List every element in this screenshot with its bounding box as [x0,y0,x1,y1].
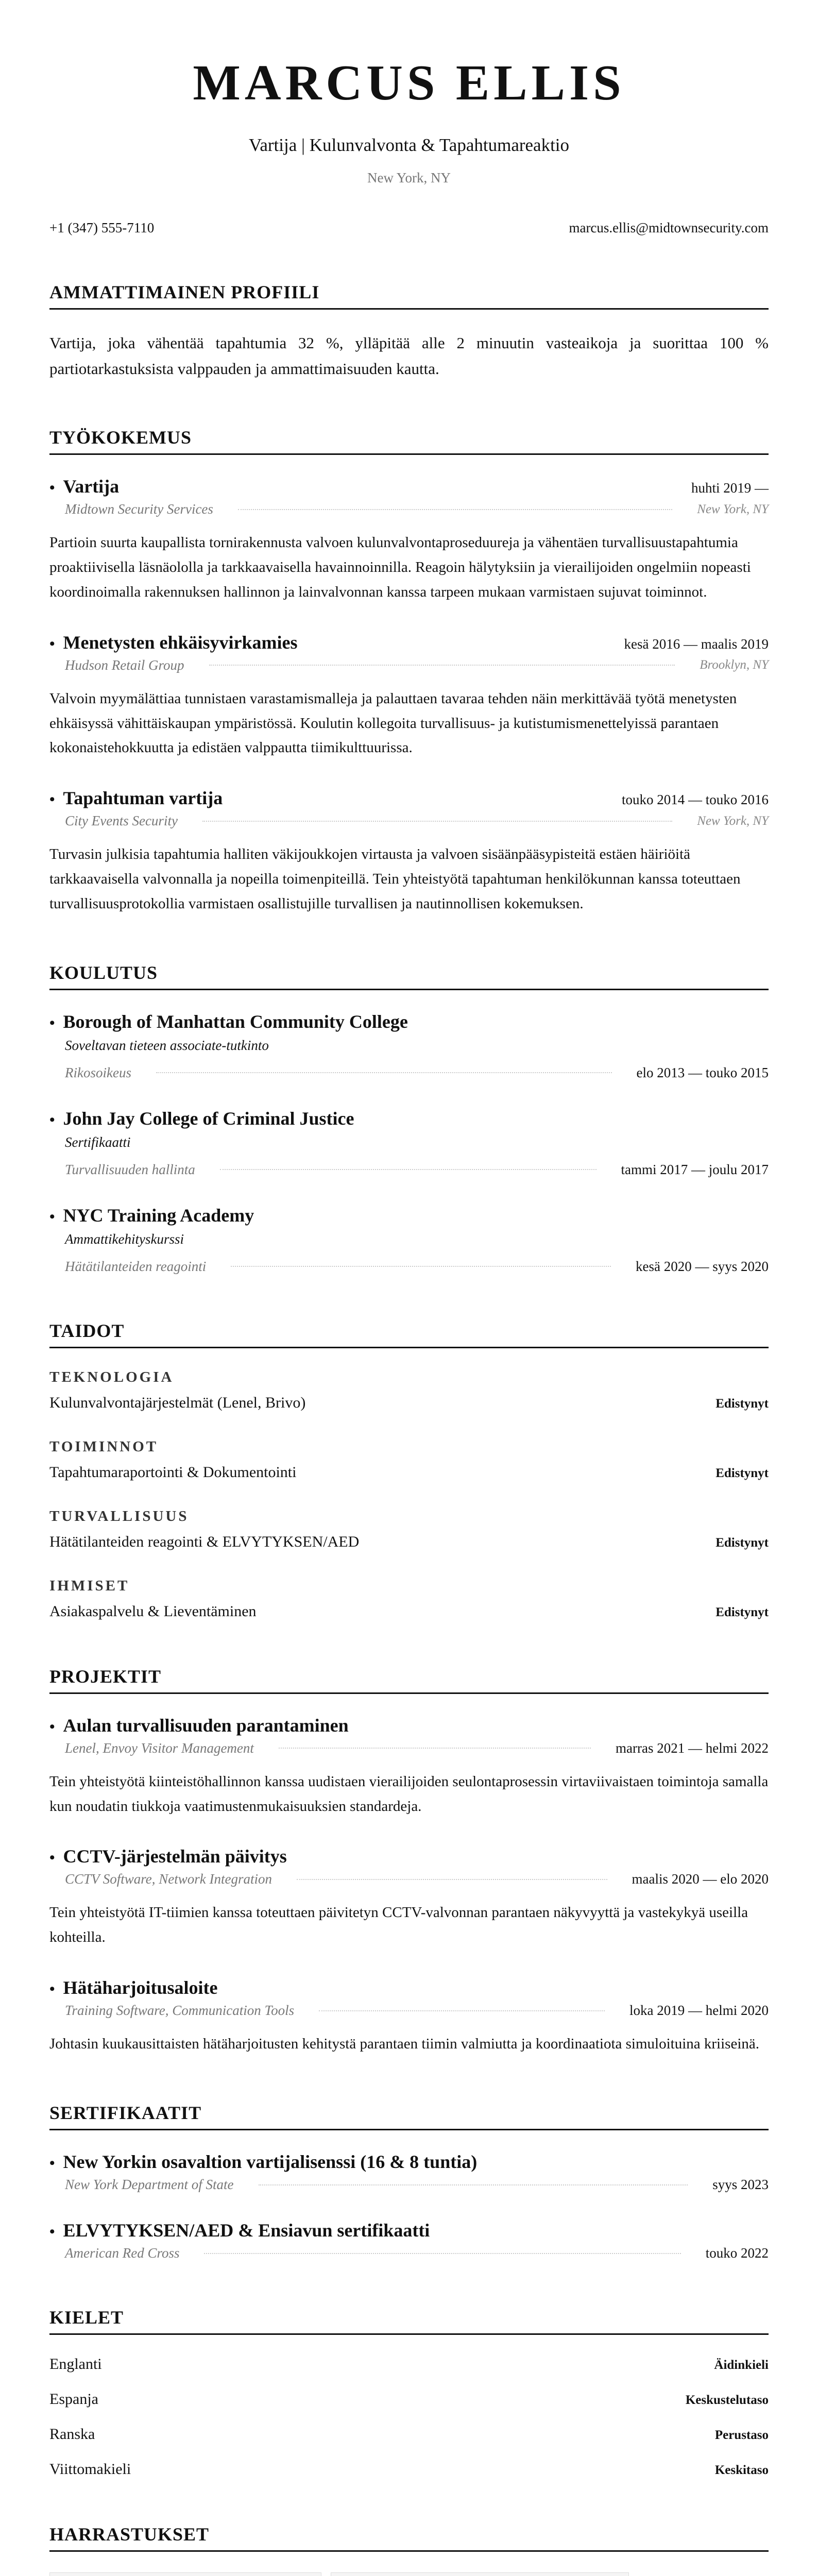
skill-group [49,1578,769,1620]
profile-section [49,281,769,381]
job-title: Vartija | Kulunvalvonta & Tapahtumareaktio [248,135,570,155]
degree: Ammattikehityskurssi [65,1231,184,1247]
divider [297,1879,607,1880]
bullet-icon: • [49,1111,55,1128]
hobby-list [49,2572,769,2576]
email: marcus.ellis@midtownsecurity.com [569,220,769,235]
project-entry [49,1845,769,1950]
bullet-icon: • [49,1849,55,1867]
bullet-icon: • [49,635,55,652]
candidate-name: MARCUS ELLIS [193,55,625,111]
location: New York, NY [367,170,451,185]
degree: Soveltavan tieteen associate-tutkinto [65,1037,269,1053]
entry-title: Menetysten ehkäisyvirkamies [63,632,298,653]
bullet-icon: • [49,479,55,497]
skill-level: Edistynyt [715,1466,769,1480]
entry-date: maalis 2020 — elo 2020 [632,1871,769,1887]
certification-entry [49,2151,769,2193]
skill-name: Hätätilanteiden reagointi & ELVYTYKSEN/AED [49,1533,360,1550]
divider [209,665,675,666]
bullet-icon: • [49,1014,55,1031]
entry-date: touko 2014 — touko 2016 [621,792,769,808]
project-title: Hätäharjoitusaloite [63,1977,218,1998]
skill-name: Kulunvalvontajärjestelmät (Lenel, Brivo) [49,1394,306,1411]
language-row [49,2355,769,2373]
language-name: Espanja [49,2391,98,2408]
divider [220,1169,597,1170]
skill-level: Edistynyt [715,1535,769,1550]
divider [202,821,672,822]
project-tech: Lenel, Envoy Visitor Management [65,1740,254,1756]
skill-category: IHMISET [49,1577,130,1594]
entry-date: marras 2021 — helmi 2022 [616,1740,769,1756]
certification-issuer: New York Department of State [65,2177,234,2192]
experience-entry [49,787,769,917]
entry-date: loka 2019 — helmi 2020 [629,2003,769,2019]
education-section [49,962,769,1275]
project-entry [49,1977,769,2057]
skill-category: TEKNOLOGIA [49,1368,174,1385]
project-tech: CCTV Software, Network Integration [65,1871,272,1887]
skill-name: Tapahtumaraportointi & Dokumentointi [49,1463,297,1481]
certification-title: New Yorkin osavaltion vartijalisenssi (16 & 8 tuntia) [63,2151,478,2172]
entry-date: elo 2013 — touko 2015 [636,1064,769,1080]
project-description: Tein yhteistyötä IT-tiimien kanssa toteuttaen päivitetyn CCTV-valvonnan parantaen näkyvyyttä ja vastekykyä useilla kohteilla. [49,1904,748,1946]
hobbies-section [49,2523,769,2576]
skill-level: Edistynyt [715,1396,769,1411]
contact-row [49,220,769,236]
bullet-icon: • [49,1208,55,1225]
language-level: Keskustelutaso [685,2393,769,2407]
bullet-icon: • [49,791,55,808]
language-row [49,2461,769,2478]
section-title: KOULUTUS [49,962,769,990]
skills-section [49,1320,769,1620]
education-entry [49,1011,769,1081]
entry-location: New York, NY [697,502,769,516]
certification-entry [49,2219,769,2261]
project-tech: Training Software, Communication Tools [65,2003,295,2019]
language-name: Ranska [49,2426,95,2443]
skill-group [49,1369,769,1412]
divider [238,509,672,510]
skill-category: TOIMINNOT [49,1438,159,1455]
section-title: PROJEKTIT [49,1666,769,1694]
language-row [49,2391,769,2408]
language-level: Äidinkieli [714,2358,769,2372]
field-of-study: Turvallisuuden hallinta [65,1161,195,1177]
skill-level: Edistynyt [715,1605,769,1619]
entry-date: kesä 2016 — maalis 2019 [624,636,769,652]
section-title: HARRASTUKSET [49,2523,769,2552]
bullet-icon: • [49,2155,55,2172]
bullet-icon: • [49,1980,55,1998]
bullet-icon: • [49,2223,55,2240]
project-title: CCTV-järjestelmän päivitys [63,1846,287,1867]
entry-title: Vartija [63,476,120,497]
certifications-section [49,2102,769,2261]
language-level: Keskitaso [714,2463,769,2477]
school-name: NYC Training Academy [63,1205,254,1226]
section-title: TYÖKOKEMUS [49,427,769,455]
certification-title: ELVYTYKSEN/AED & Ensiavun sertifikaatti [63,2220,430,2241]
divider [156,1072,612,1073]
experience-section [49,427,769,917]
entry-description: Partioin suurta kaupallista tornirakennusta valvoen kulunvalvontaproseduureja ja vähentäen turvallisuustapahtumia proaktiivisella läsnäololla ja tarkkaavaisella havainnoinnilla. Reagoin hälytyksiin ja vierailijoiden ongelmiin nopeasti koordinoimalla rakennuksen hallinnon ja lainvalvonnan kanssa tarpeen mukaan varmistaen sujuvat toiminnot. [49,534,751,600]
resume-header [49,0,769,186]
education-entry [49,1205,769,1275]
field-of-study: Hätätilanteiden reagointi [65,1258,207,1274]
project-entry [49,1715,769,1819]
hobby-chip [331,2572,629,2576]
project-title: Aulan turvallisuuden parantaminen [63,1715,349,1736]
entry-description: Turvasin julkisia tapahtumia halliten väkijoukkojen virtausta ja valvoen sisäänpääsypisteitä estäen häiriöitä tarkkaavaisella valvonnalla ja nopeilla toimenpiteillä. Tein yhteistyötä tapahtuman henkilökunnan kanssa toteuttaen turvallisuusprotokollia varmistaen osallistujille turvallisen ja nautinnollisen kokemuksen. [49,846,741,912]
experience-entry [49,632,769,761]
entry-date: syys 2023 [712,2177,769,2192]
skill-group [49,1508,769,1551]
skill-group [49,1438,769,1481]
entry-date: tammi 2017 — joulu 2017 [621,1161,769,1177]
school-name: John Jay College of Criminal Justice [63,1108,354,1129]
entry-organization: Midtown Security Services [65,501,213,517]
certification-issuer: American Red Cross [65,2245,180,2261]
section-title: KIELET [49,2307,769,2335]
projects-section [49,1666,769,2057]
divider [204,2253,680,2254]
entry-date: huhti 2019 — [691,480,769,496]
entry-date: kesä 2020 — syys 2020 [636,1258,769,1274]
languages-section [49,2307,769,2478]
entry-date: touko 2022 [705,2245,769,2261]
language-level: Perustaso [714,2428,769,2442]
skill-name: Asiakaspalvelu & Lieventäminen [49,1602,257,1620]
field-of-study: Rikosoikeus [65,1064,131,1080]
entry-organization: City Events Security [65,813,178,829]
divider [279,1748,591,1749]
entry-description: Valvoin myymälättiaa tunnistaen varastamismalleja ja palauttaen tavaraa tehden näin merkittävää työtä menetysten ehkäisyssä vähittäiskaupan ympäristössä. Koulutin kollegoita turvallisuus- ja kutistumismenettelyissä parantaen kokonaistehokkuutta ja edistäen valppautta tiimikulttuurissa. [49,690,737,756]
bullet-icon: • [49,1718,55,1735]
entry-title: Tapahtuman vartija [63,788,223,809]
divider [231,1266,611,1267]
section-title: AMMATTIMAINEN PROFIILI [49,281,769,310]
phone: +1 (347) 555-7110 [49,220,155,235]
hobby-chip [49,2572,321,2576]
project-description: Tein yhteistyötä kiinteistöhallinnon kanssa uudistaen vierailijoiden seulontaprosessin virtaviivaistaen toimintoja samalla kun noudatin tiukkoja vaatimustenmukaisuuksien standardeja. [49,1773,769,1815]
language-name: Englanti [49,2355,102,2372]
language-name: Viittomakieli [49,2461,131,2478]
language-row [49,2426,769,2443]
skill-category: TURVALLISUUS [49,1507,189,1524]
school-name: Borough of Manhattan Community College [63,1011,408,1032]
section-title: SERTIFIKAATIT [49,2102,769,2130]
experience-entry [49,476,769,605]
entry-location: New York, NY [697,814,769,828]
project-description: Johtasin kuukausittaisten hätäharjoitusten kehitystä parantaen tiimin valmiutta ja koordinaatiota simuloituina kriiseinä. [49,2036,759,2053]
entry-location: Brooklyn, NY [700,658,769,672]
profile-text: Vartija, joka vähentää tapahtumia 32 %, ylläpitää alle 2 minuutin vasteaikoja ja suorittaa 100 % partiotarkastuksista valppauden ja ammattimaisuuden kautta. [49,334,769,378]
section-title: TAIDOT [49,1320,769,1348]
divider [259,2184,688,2185]
degree: Sertifikaatti [65,1134,131,1150]
entry-organization: Hudson Retail Group [65,657,184,673]
divider [319,2010,605,2011]
education-entry [49,1108,769,1178]
